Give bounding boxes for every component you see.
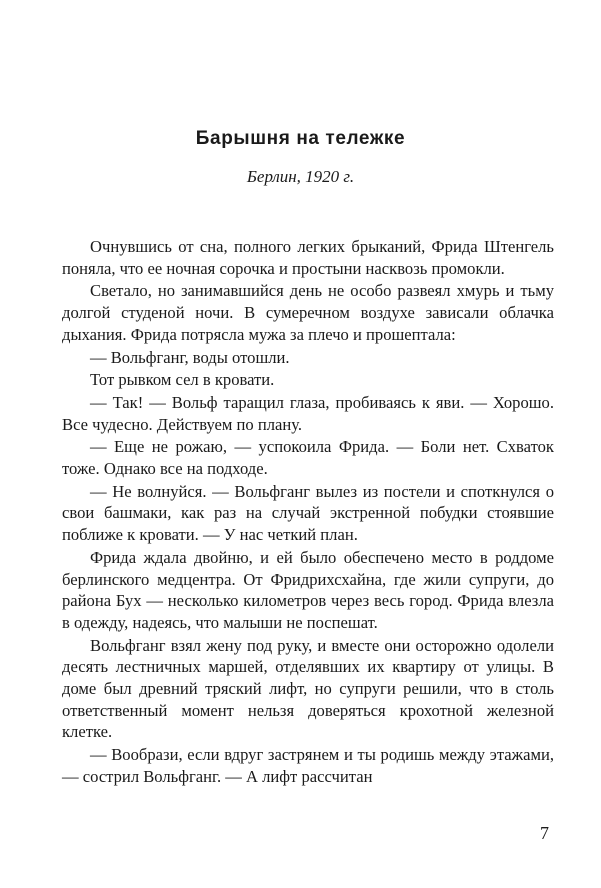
body-text — [62, 236, 554, 789]
paragraph: Вольфганг взял жену под руку, и вместе они осторожно одолели десять лестничных маршей, отделявших их квартиру от улицы. В доме был древний тряский лифт, но супруги решили, что в столь ответственный момент нельзя доверяться крохотной железной клетке. — [62, 635, 554, 742]
paragraph: Светало, но занимавшийся день не особо развеял хмурь и тьму долгой студеной ночи. В сумеречном воздухе зависали облачка дыхания. Фрида потрясла мужа за плечо и прошептала: — [62, 281, 554, 344]
chapter-title: Барышня на тележке — [195, 128, 406, 149]
paragraph: — Еще не рожаю, — успокоила Фрида. — Боли нет. Схваток тоже. Однако все на подходе. — [62, 437, 554, 479]
page-number: 7 — [540, 823, 549, 843]
paragraph: — Вольфганг, воды отошли. — [90, 347, 290, 367]
paragraph: — Вообрази, если вдруг застрянем и ты родишь между этажами, — сострил Вольфганг. — А лифт рассчитан — [62, 745, 554, 786]
paragraph: Тот рывком сел в кровати. — [90, 370, 275, 390]
paragraph: Очнувшись от сна, полного легких брыканий, Фрида Штенгель поняла, что ее ночная сорочка и простыни насквозь промокли. — [62, 237, 554, 278]
paragraph: — Не волнуйся. — Вольфганг вылез из постели и споткнулся о свои башмаки, как раз на случай экстренной побудки стоявшие поближе к кровати. — У нас четкий план. — [62, 481, 554, 545]
paragraph: — Так! — Вольф таращил глаза, пробиваясь к яви. — Хорошо. Все чудесно. Действуем по плану. — [62, 392, 554, 434]
paragraph: Фрида ждала двойню, и ей было обеспечено место в роддоме берлинского медцентра. От Фридрихсхайна, где жили супруги, до района Бух — несколько километров через весь город. Фрида влезла в одежду, надеясь, что малыши не поспешат. — [62, 547, 554, 632]
chapter-subtitle: Берлин, 1920 г. — [246, 167, 355, 186]
